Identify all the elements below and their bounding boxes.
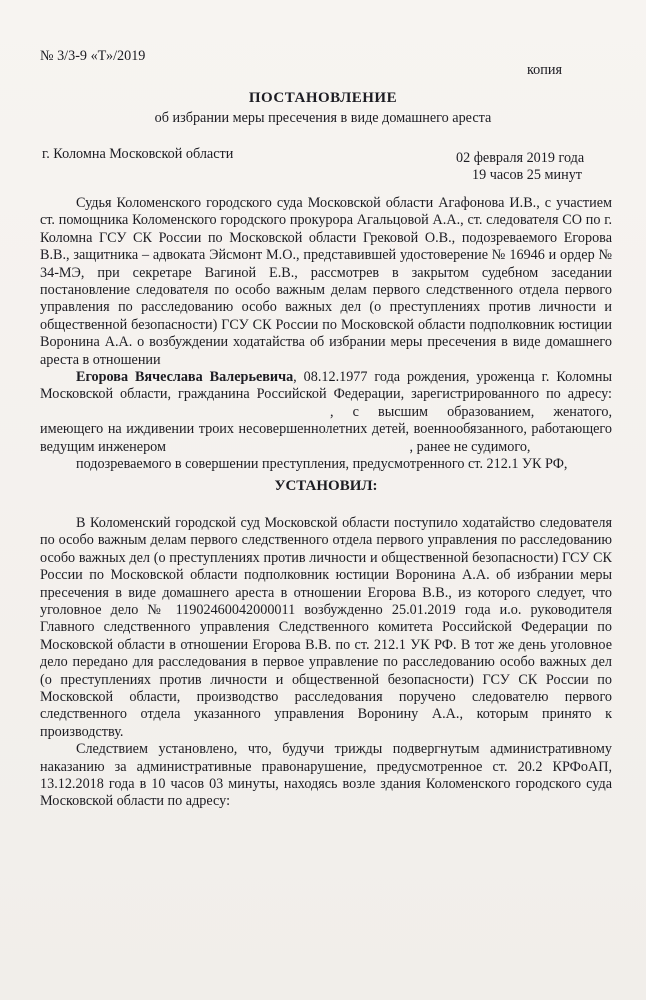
case-number: № 3/3-9 «Т»/2019	[40, 48, 146, 64]
person-details-2: , с высшим образованием, женатого, имеющего на иждивении троих несовершеннолетних детей, военнообязанного, работающего ведущим инженером	[40, 403, 612, 455]
established-heading: УСТАНОВИЛ:	[274, 477, 378, 494]
paragraph-2: Следствием установлено, что, будучи трижды подвергнутым административному наказанию за административные правонарушение, предусмотренное ст. 20.2 КРФоАП, 13.12.2018 года в 10 часов 03 минуты, находясь возле здания Коломенского городского суда Московской области по адресу:	[40, 741, 612, 810]
document-title: ПОСТАНОВЛЕНИЕ	[248, 90, 398, 106]
paragraph-1: В Коломенский городской суд Московской области поступило ходатайство следователя по особо важным делам первого следственного отдела первого управления по расследованию особо важных дел (о преступлениях против личности и общественной безопасности) ГСУ СК России по Московской области подполковник юстиции Воронина А.А. об избрании меры пресечения в виде домашнего ареста в отношении Егорова В.В., из которого следует, что уголовное дело № 11902460042000011 возбужденно 25.01.2019 года и.о. руководителя Главного следственного управления Следственного комитета Российской Федерации по Московской области в отношении Егорова В.В. по ст. 212.1 УК РФ. В тот же день уголовное дело передано для расследования в первое управление по расследованию особо важных дел (о преступлениях против личности и общественной безопасности) ГСУ СК России по Московской области, производство расследования поручено следователю первого следственного отдела указанного управления Воронину А.А., которым принято к производству.	[40, 514, 612, 740]
person-details-1: , 08.12.1977 года рождения, уроженца г. Коломны Московской области, гражданина Российской Федерации, зарегистрированного по адресу:	[40, 369, 612, 403]
copy-mark: копия	[527, 62, 562, 78]
document-place: г. Коломна Московской области	[42, 146, 234, 162]
person-name: Егорова Вячеслава Валерьевича	[76, 369, 294, 386]
document-time: 19 часов 25 минут	[472, 167, 582, 183]
person-details-3: , ранее не судимого,	[409, 438, 531, 455]
document-subtitle: об избрании меры пресечения в виде домашнего ареста	[154, 110, 492, 126]
intro-paragraph: Судья Коломенского городского суда Московской области Агафонова И.В., с участием ст. помощника Коломенского городского прокурора Агальцовой А.А., ст. следователя СО по г. Коломна ГСУ СК России по Московской области Грековой О.В., подозреваемого Егорова В.В., защитника – адвоката Эйсмонт М.О., представившей удостоверение № 16946 и ордер № 34-МЭ, при секретаре Вагиной Е.В., рассмотрев в закрытом судебном заседании постановление следователя по особо важным делам первого следственного отдела первого управления по расследованию особо важных дел (о преступлениях против личности и общественной безопасности) ГСУ СК России по Московской области подполковник юстиции Воронина А.А. о возбуждении ходатайства об избрании меры пресечения в виде домашнего ареста в отношении	[40, 195, 612, 368]
suspect-line: подозреваемого в совершении преступления, предусмотренного ст. 212.1 УК РФ,	[76, 456, 568, 473]
document-date: 02 февраля 2019 года	[456, 150, 585, 166]
person-paragraph	[40, 369, 612, 456]
document-body	[40, 195, 612, 811]
